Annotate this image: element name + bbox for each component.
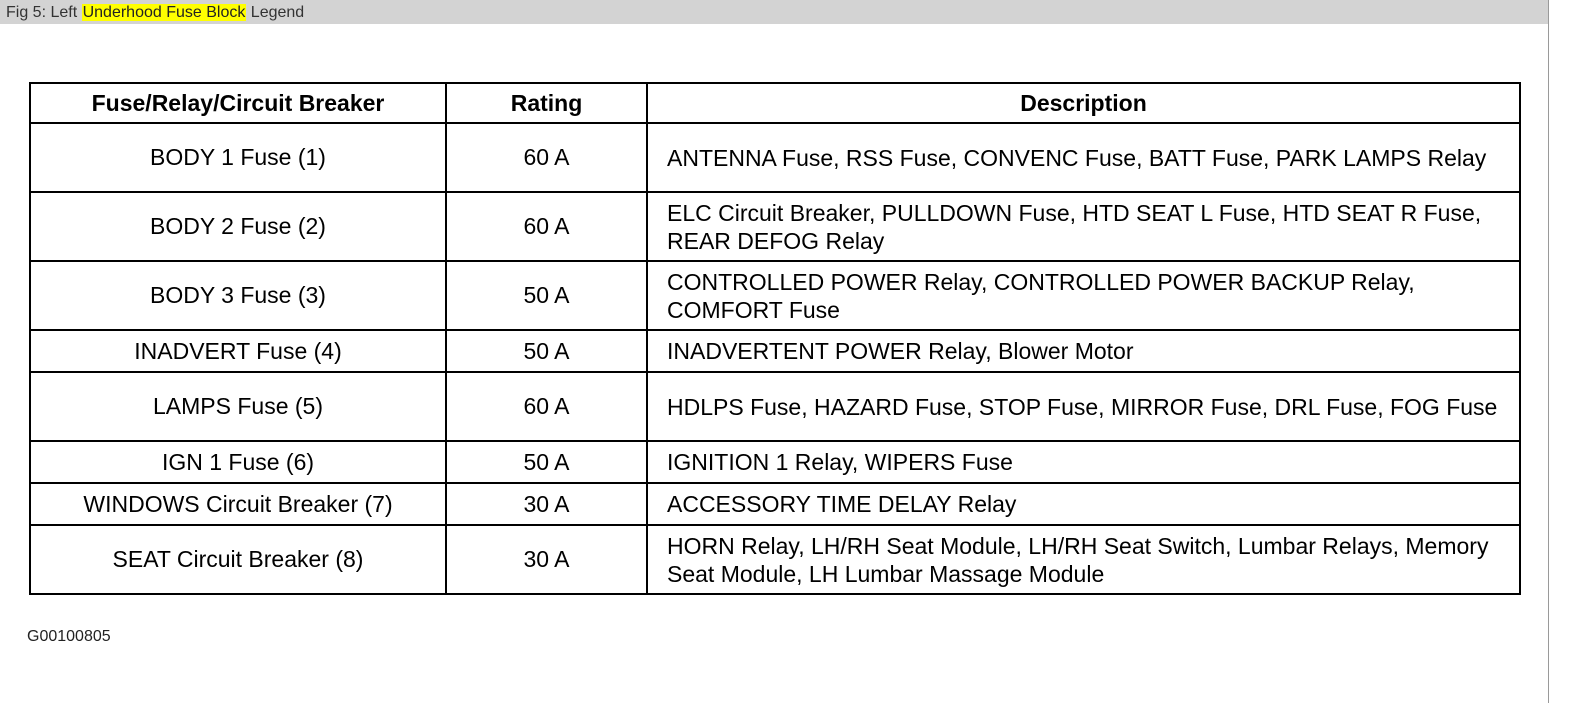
column-header-description: Description — [647, 83, 1520, 123]
rating-cell: 50 A — [446, 441, 647, 483]
rating-cell: 30 A — [446, 525, 647, 594]
caption-prefix: Fig 5: Left — [6, 4, 82, 21]
table-header-row — [30, 83, 1520, 123]
figure-caption — [0, 0, 1548, 24]
rating-cell: 50 A — [446, 261, 647, 330]
column-header-rating: Rating — [446, 83, 647, 123]
rating-cell: 60 A — [446, 192, 647, 261]
fuse-name-cell: BODY 3 Fuse (3) — [30, 261, 446, 330]
fuse-legend-table — [29, 82, 1521, 595]
table-row — [30, 192, 1520, 261]
fuse-name-cell: BODY 2 Fuse (2) — [30, 192, 446, 261]
table-row — [30, 441, 1520, 483]
table-row — [30, 123, 1520, 192]
description-cell: ELC Circuit Breaker, PULLDOWN Fuse, HTD SEAT L Fuse, HTD SEAT R Fuse, REAR DEFOG Relay — [647, 192, 1520, 261]
column-header-fuse: Fuse/Relay/Circuit Breaker — [30, 83, 446, 123]
fuse-name-cell: SEAT Circuit Breaker (8) — [30, 525, 446, 594]
table-row — [30, 483, 1520, 525]
table-row — [30, 261, 1520, 330]
description-cell: CONTROLLED POWER Relay, CONTROLLED POWER BACKUP Relay, COMFORT Fuse — [647, 261, 1520, 330]
description-cell: IGNITION 1 Relay, WIPERS Fuse — [647, 441, 1520, 483]
fuse-name-cell: LAMPS Fuse (5) — [30, 372, 446, 441]
caption-suffix: Legend — [246, 4, 305, 21]
description-cell: INADVERTENT POWER Relay, Blower Motor — [647, 330, 1520, 372]
caption-highlight: Underhood Fuse Block — [82, 4, 246, 21]
rating-cell: 60 A — [446, 372, 647, 441]
description-cell: ANTENNA Fuse, RSS Fuse, CONVENC Fuse, BATT Fuse, PARK LAMPS Relay — [647, 123, 1520, 192]
fuse-name-cell: IGN 1 Fuse (6) — [30, 441, 446, 483]
fuse-name-cell: BODY 1 Fuse (1) — [30, 123, 446, 192]
rating-cell: 50 A — [446, 330, 647, 372]
rating-cell: 30 A — [446, 483, 647, 525]
figure-id: G00100805 — [27, 628, 111, 645]
fuse-name-cell: INADVERT Fuse (4) — [30, 330, 446, 372]
fuse-name-cell: WINDOWS Circuit Breaker (7) — [30, 483, 446, 525]
rating-cell: 60 A — [446, 123, 647, 192]
table-row — [30, 330, 1520, 372]
table-row — [30, 372, 1520, 441]
page-margin — [1549, 0, 1578, 703]
description-cell: HORN Relay, LH/RH Seat Module, LH/RH Seat Switch, Lumbar Relays, Memory Seat Module, LH Lumbar Massage Module — [647, 525, 1520, 594]
table-row — [30, 525, 1520, 594]
description-cell: HDLPS Fuse, HAZARD Fuse, STOP Fuse, MIRROR Fuse, DRL Fuse, FOG Fuse — [647, 372, 1520, 441]
description-cell: ACCESSORY TIME DELAY Relay — [647, 483, 1520, 525]
